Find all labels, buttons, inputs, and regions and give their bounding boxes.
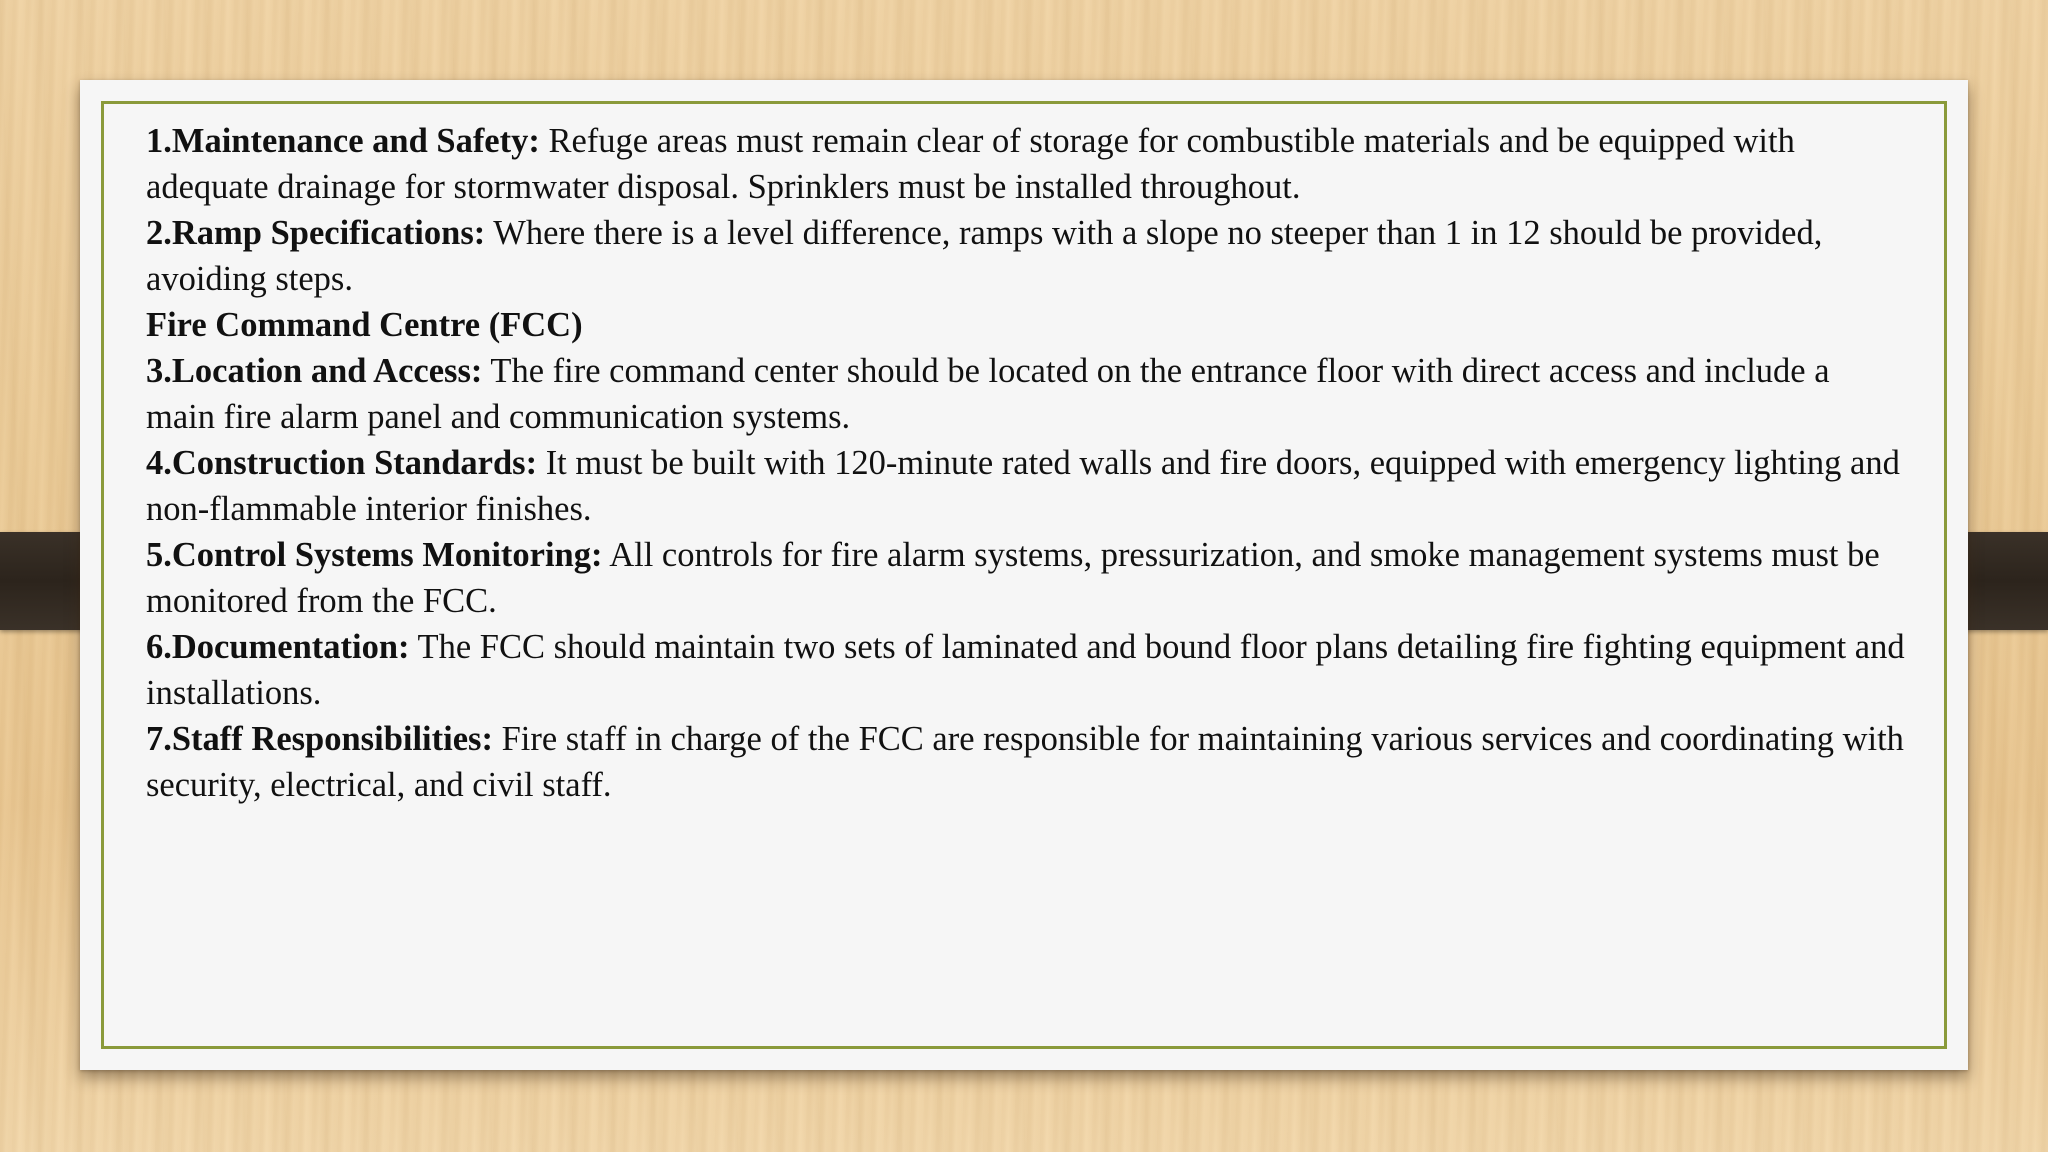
- item-ramp-specifications: [146, 210, 1906, 302]
- item-maintenance-safety: [146, 118, 1906, 210]
- item-text: The fire command center should be located on the entrance floor with direct access and include a main fire alarm panel and communication systems.: [146, 352, 1830, 436]
- item-text: Refuge areas must remain clear of storage for combustible materials and be equipped with adequate drainage for stormwater disposal. Sprinklers must be installed throughout.: [146, 122, 1795, 206]
- item-documentation: [146, 624, 1906, 716]
- item-lead: 2.Ramp Specifications:: [146, 214, 486, 252]
- item-lead: 3.Location and Access:: [146, 352, 483, 390]
- item-text: It must be built with 120-minute rated walls and fire doors, equipped with emergency lighting and non-flammable interior finishes.: [146, 444, 1900, 528]
- section-heading-fcc: Fire Command Centre (FCC): [146, 306, 583, 344]
- item-construction-standards: [146, 440, 1906, 532]
- item-lead: 5.Control Systems Monitoring:: [146, 536, 603, 574]
- item-text: The FCC should maintain two sets of laminated and bound floor plans detailing fire fighting equipment and installations.: [146, 628, 1905, 712]
- item-lead: 4.Construction Standards:: [146, 444, 538, 482]
- item-text: All controls for fire alarm systems, pressurization, and smoke management systems must be monitored from the FCC.: [146, 536, 1880, 620]
- item-text: Where there is a level difference, ramps with a slope no steeper than 1 in 12 should be provided, avoiding steps.: [146, 214, 1823, 298]
- item-location-access: [146, 348, 1906, 440]
- item-lead: 7.Staff Responsibilities:: [146, 720, 493, 758]
- slide-content: [146, 118, 1906, 808]
- item-lead: 6.Documentation:: [146, 628, 410, 666]
- item-text: Fire staff in charge of the FCC are responsible for maintaining various services and coordinating with security, electrical, and civil staff.: [146, 720, 1904, 804]
- item-staff-responsibilities: [146, 716, 1906, 808]
- item-control-systems-monitoring: [146, 532, 1906, 624]
- item-lead: 1.Maintenance and Safety:: [146, 122, 540, 160]
